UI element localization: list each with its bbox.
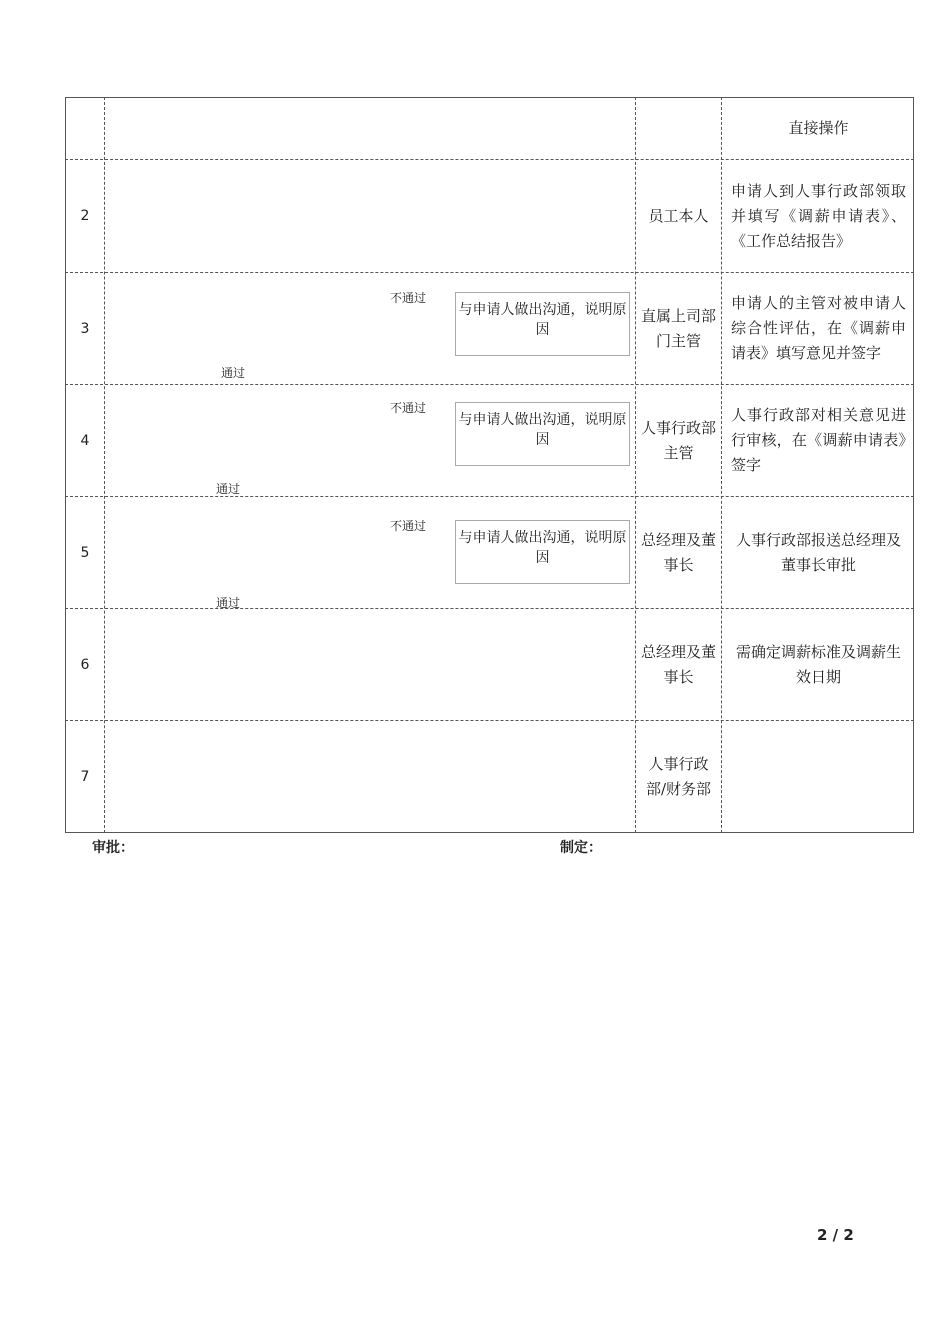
step-description: 人事行政部报送总经理及董事长审批 [735, 530, 901, 574]
column-divider [104, 97, 105, 833]
flow-communicate-box: 与申请人做出沟通，说明原因 [455, 402, 630, 466]
page-number: 2 / 2 [817, 1226, 854, 1244]
step-number: 2 [80, 208, 90, 224]
approve-label: 审批： [92, 840, 134, 856]
step-description: 人事行政部对相关意见进行审核，在《调薪申请表》签字 [731, 406, 906, 474]
step-number: 5 [80, 544, 90, 561]
flow-pass-label: 通过 [216, 482, 241, 496]
step-number: 4 [80, 432, 90, 449]
prepare-label: 制定： [560, 840, 602, 856]
flow-communicate-box: 与申请人做出沟通，说明原因 [455, 520, 630, 584]
step-role: 员工本人 [648, 206, 709, 225]
step-role: 总经理及董事长 [640, 530, 716, 574]
step-role: 总经理及董事长 [640, 642, 716, 686]
flow-reject-label: 不通过 [390, 519, 427, 533]
step-number: 7 [80, 769, 90, 785]
header-operation: 直接操作 [788, 119, 849, 137]
flow-pass-label: 通过 [221, 366, 246, 380]
step-description [722, 721, 914, 833]
step-role: 人事行政部/财务部 [645, 755, 712, 798]
flow-pass-label: 通过 [216, 596, 241, 610]
step-description: 申请人的主管对被申请人综合性评估，在《调薪申请表》填写意见并签字 [731, 294, 906, 362]
step-role: 直属上司部门主管 [640, 306, 716, 350]
step-description: 需确定调薪标准及调薪生效日期 [735, 642, 901, 686]
step-number: 3 [80, 320, 90, 337]
step-description: 申请人到人事行政部领取并填写《调薪申请表》、《工作总结报告》 [731, 181, 906, 250]
step-role: 人事行政部主管 [640, 418, 716, 462]
flow-reject-label: 不通过 [390, 401, 427, 415]
step-number: 6 [80, 656, 90, 673]
flow-reject-label: 不通过 [390, 291, 427, 305]
flow-communicate-box: 与申请人做出沟通，说明原因 [455, 292, 630, 356]
